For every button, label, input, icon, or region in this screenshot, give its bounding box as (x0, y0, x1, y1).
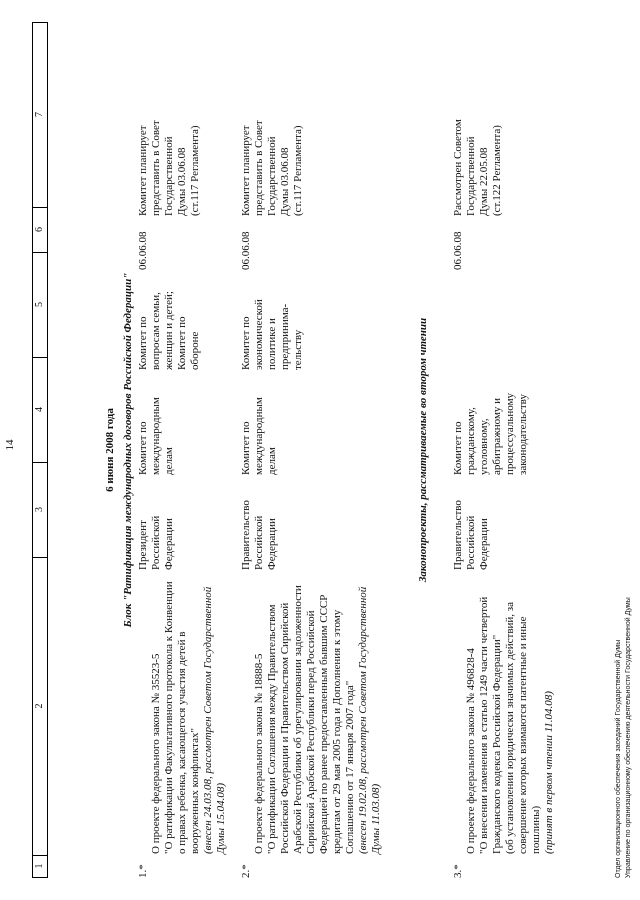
row-1-initiator: Президент Российской Федерации (137, 515, 175, 570)
page-number: 14 (4, 439, 16, 451)
row-2-date: 06.06.08 (240, 231, 252, 270)
row-3-number: 3.* (452, 864, 464, 878)
row-1-title-block (137, 574, 241, 854)
footer-line-1: Отдел организационного обеспечения заседаний Государственной Думы (615, 639, 622, 878)
row-1-co-committees: Комитет по вопросам семьи, женщин и детей; Комитет по обороне (137, 291, 201, 370)
date-heading: 6 июня 2008 года (104, 408, 116, 492)
row-3-date: 06.06.08 (452, 231, 464, 270)
row-1-number: 1.* (137, 864, 149, 878)
column-header-7: 7 (33, 22, 47, 208)
row-2-title: О проекте федерального закона № 18888-5 "О ратификации Соглашения между Правительством Российской Федерации и Правительством Сирийской Арабской Республики об урегулировании задолженности Сирийской Арабской Республики перед Российской Федерацией по ранее предоставленным бывшим СССР кредитам от 29 мая 2005 года и Дополнения к этому Соглашению от 17 января 2007 года" (253, 585, 356, 854)
row-1-date: 06.06.08 (137, 231, 149, 270)
block-heading: Блок "Ратификация международных договоров Российской Федерации" (122, 272, 134, 628)
row-3-note: (принят в первом чтении 11.04.08) (543, 691, 555, 854)
row-1-remark: Комитет планирует представить в Совет Государственной Думы 03.06.08 (ст.117 Регламента) (137, 120, 201, 216)
column-header-2: 2 (33, 557, 47, 856)
row-3-committee: Комитет по гражданскому, уголовному, арбитражному и процессуальному законодательству (452, 392, 529, 475)
row-2-remark: Комитет планирует представить в Совет Государственной Думы 03.06.08 (ст.117 Регламента) (240, 120, 304, 216)
column-header-1: 1 (33, 855, 47, 878)
row-2-co-committees: Комитет по экономической политике и предпринима- тельству (240, 299, 304, 370)
row-1-title: О проекте федерального закона № 35523-5 "О ратификации Факультативного протокола к Конвенции о правах ребенка, касающегося участия детей в вооруженных конфликтах" (150, 581, 201, 854)
column-header-5: 5 (33, 252, 47, 358)
row-2-note: (внесен 19.02.08, рассмотрен Советом Государственной Думы 11.03.08) (357, 586, 382, 854)
column-header-row (32, 22, 48, 878)
footer-line-2: Управление по организационному обеспечению деятельности Государственной Думы (625, 597, 632, 878)
row-3-title: О проекте федерального закона № 496828-4 "О внесении изменения в статью 1249 части четвертой Гражданского кодекса Российской Федерации" (об установлении юридически значимых действий, за совершение которых взимаются патентные и иные пошлины) (465, 596, 542, 854)
row-2-title-block (240, 574, 396, 854)
column-header-3: 3 (33, 462, 47, 558)
row-1-note: (внесен 24.03.08, рассмотрен Советом Государственной Думы 15.04.08) (202, 586, 227, 854)
row-1-committee: Комитет по международным делам (137, 397, 175, 475)
row-3-remark: Рассмотрен Советом Государственной Думы 22.05.08 (ст.122 Регламента) (452, 119, 503, 216)
column-header-6: 6 (33, 207, 47, 253)
row-2-number: 2.* (240, 864, 252, 878)
section-heading: Законопроекты, рассматриваемые во втором чтении (417, 317, 429, 583)
row-2-committee: Комитет по международным делам (240, 397, 278, 475)
row-3-title-block (452, 574, 569, 854)
row-2-initiator: Правительство Российской Федерации (240, 500, 278, 570)
column-header-4: 4 (33, 357, 47, 463)
row-3-initiator: Правительство Российской Федерации (452, 500, 490, 570)
